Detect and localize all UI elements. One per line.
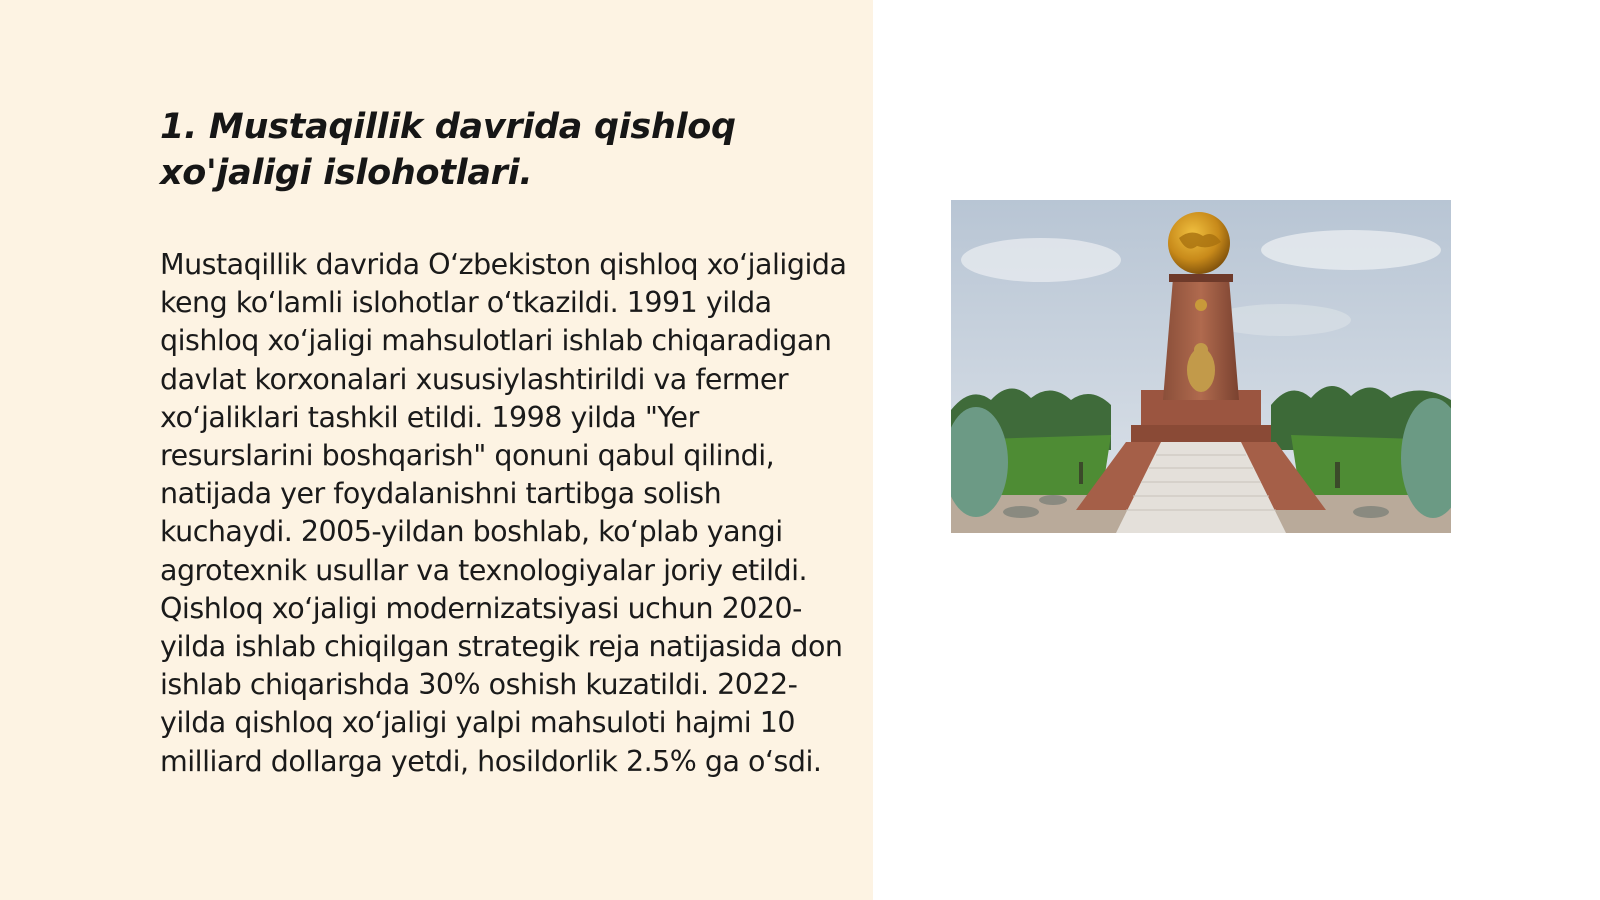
- slide-title: 1. Mustaqillik davrida qishloq xo'jaligi islohotlari.: [160, 107, 736, 193]
- slide-body-text: Mustaqillik davrida O‘zbekiston qishloq xo‘jaligida keng ko‘lamli islohotlar o‘tkazildi. 1991 yilda qishloq xo‘jaligi mahsulotlari ishlab chiqaradigan davlat korxonalari xususiylashtirildi va fermer xo‘jaliklari tashkil etildi. 1998 yilda "Yer resurslarini boshqarish" qonuni qabul qilindi, natijada yer foydalanishni tartibga solish kuchaydi. 2005-yildan boshlab, ko‘plab yangi agrotexnik usullar va texnologiyalar joriy etildi. Qishloq xo‘jaligi modernizatsiyasi uchun 2020-yilda ishlab chiqilgan strategik reja natijasida don ishlab chiqarishda 30% oshish kuzatildi. 2022-yilda qishloq xo‘jaligi yalpi mahsuloti hajmi 10 milliard dollarga yetdi, hosildorlik 2.5% ga o‘sdi.: [160, 248, 847, 778]
- independence-monument-photo: [951, 200, 1451, 533]
